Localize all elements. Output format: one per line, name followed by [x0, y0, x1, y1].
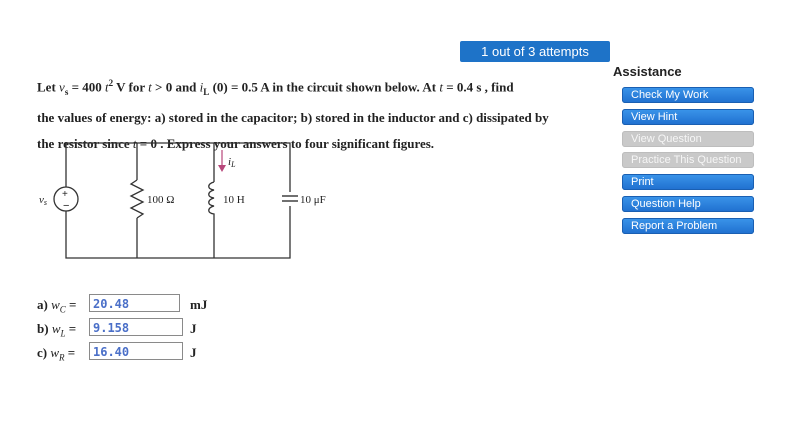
answer-label-wc: a) $w_C$ = — [37, 297, 77, 315]
circuit-wires — [66, 143, 290, 258]
resistor-label: 100 Ω — [147, 194, 175, 206]
voltage-source-icon — [54, 187, 78, 212]
source-label: vs — [39, 194, 48, 207]
question-help-button[interactable]: Question Help — [622, 196, 754, 212]
problem-line-3: the resistor since t = 0 . Express your answers to four significant figures. — [37, 135, 435, 151]
practice-question-button: Practice This Question — [622, 152, 754, 168]
answer-input-wl[interactable]: 9.158 — [89, 318, 183, 336]
check-my-work-button[interactable]: Check My Work — [622, 87, 754, 103]
svg-text:−: − — [63, 200, 70, 212]
report-problem-button[interactable]: Report a Problem — [622, 218, 754, 234]
capacitor-label: 10 μF — [300, 194, 326, 206]
print-button[interactable]: Print — [622, 174, 754, 190]
answer-unit-wl: J — [190, 321, 197, 336]
inductor-label: 10 H — [223, 194, 245, 206]
current-arrow-icon — [218, 150, 226, 172]
problem-line-2: the values of energy: a) stored in the capacitor; b) stored in the inductor and c) dissipated by — [37, 109, 549, 125]
attempts-banner: 1 out of 3 attempts — [460, 41, 610, 62]
answer-unit-wc: mJ — [190, 297, 208, 312]
answer-label-wl: b) $w_L$ = — [37, 321, 77, 339]
answer-label-wr: c) $w_R$ = — [37, 345, 76, 363]
answer-unit-wr: J — [190, 345, 197, 360]
view-hint-button[interactable]: View Hint — [622, 109, 754, 125]
assistance-title: Assistance — [613, 64, 682, 79]
view-question-button: View Question — [622, 131, 754, 147]
svg-text:+: + — [62, 189, 68, 200]
current-label: iL — [228, 156, 236, 169]
answer-input-wr[interactable]: 16.40 — [89, 342, 183, 360]
problem-line-1: Let $v_s = 400$ $t^2$ V for t > 0 and $i_L$ (0) = 0.5 A in the circuit shown below. At t = 0.4 s , find — [37, 78, 514, 97]
answer-input-wc[interactable]: 20.48 — [89, 294, 180, 312]
